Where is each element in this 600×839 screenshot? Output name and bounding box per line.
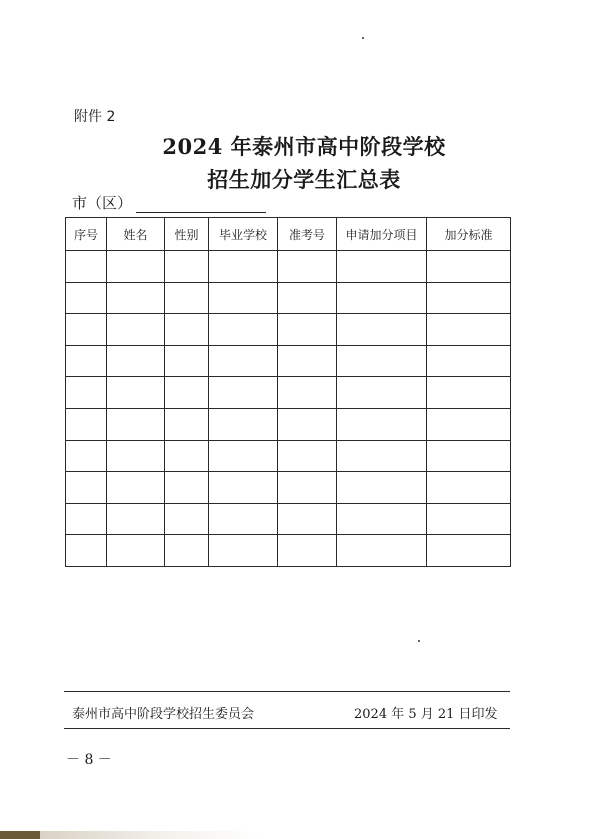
footer-date: 2024 年 5 月 21 日印发 <box>354 707 498 722</box>
table-cell <box>165 472 209 504</box>
table-row <box>66 408 511 440</box>
table-cell <box>278 503 337 535</box>
city-district-blank <box>136 194 266 213</box>
table-cell <box>278 345 337 377</box>
table-cell <box>165 408 209 440</box>
table-cell <box>427 408 511 440</box>
table-cell <box>107 345 165 377</box>
header-cell-bonus-standard: 加分标准 <box>427 218 511 251</box>
table-cell <box>165 314 209 346</box>
footer-issuer: 泰州市高中阶段学校招生委员会 <box>72 707 255 722</box>
table-body <box>66 251 511 567</box>
table-row <box>66 251 511 283</box>
table-cell <box>337 377 427 409</box>
table-cell <box>209 408 278 440</box>
table-cell <box>165 503 209 535</box>
table-cell <box>107 251 165 283</box>
table-cell <box>107 440 165 472</box>
table-row <box>66 345 511 377</box>
table-cell <box>66 472 107 504</box>
footer-top-rule <box>64 691 510 692</box>
table-cell <box>427 440 511 472</box>
table-cell <box>337 345 427 377</box>
table-cell <box>427 503 511 535</box>
table-cell <box>278 440 337 472</box>
table-row <box>66 377 511 409</box>
table-row <box>66 314 511 346</box>
table-cell <box>209 251 278 283</box>
table-cell <box>107 314 165 346</box>
table-cell <box>337 535 427 567</box>
table-cell <box>278 377 337 409</box>
table-cell <box>337 503 427 535</box>
table-cell <box>337 472 427 504</box>
table-cell <box>66 503 107 535</box>
header-cell-school: 毕业学校 <box>209 218 278 251</box>
header-cell-exam-no: 准考号 <box>278 218 337 251</box>
table-cell <box>209 314 278 346</box>
document-title-line-2: 招生加分学生汇总表 <box>207 167 401 192</box>
table-cell <box>107 472 165 504</box>
table-cell <box>209 503 278 535</box>
table-cell <box>427 377 511 409</box>
table-cell <box>209 377 278 409</box>
page-number: － 8 － <box>66 752 112 768</box>
table-cell <box>165 345 209 377</box>
table-cell <box>66 535 107 567</box>
table-cell <box>278 282 337 314</box>
table-cell <box>66 440 107 472</box>
scan-edge <box>0 831 600 839</box>
table-cell <box>337 440 427 472</box>
table-cell <box>209 440 278 472</box>
table-cell <box>337 408 427 440</box>
table-cell <box>165 440 209 472</box>
table-cell <box>66 251 107 283</box>
table-cell <box>337 314 427 346</box>
city-district-label: 市（区） <box>72 194 133 212</box>
document-title-line-1: 2024 年泰州市高中阶段学校 <box>162 134 446 159</box>
table-cell <box>427 345 511 377</box>
header-cell-gender: 性别 <box>165 218 209 251</box>
table-cell <box>337 251 427 283</box>
table-row <box>66 472 511 504</box>
table-row <box>66 440 511 472</box>
table-cell <box>165 282 209 314</box>
table-cell <box>427 314 511 346</box>
scan-speck <box>418 640 420 642</box>
table-cell <box>209 345 278 377</box>
table-cell <box>107 377 165 409</box>
table-cell <box>66 408 107 440</box>
header-cell-bonus-item: 申请加分项目 <box>337 218 427 251</box>
table-cell <box>209 282 278 314</box>
table-cell <box>278 408 337 440</box>
table-cell <box>278 472 337 504</box>
table-cell <box>66 377 107 409</box>
table-cell <box>107 408 165 440</box>
table-row <box>66 282 511 314</box>
table-cell <box>278 535 337 567</box>
table-row <box>66 535 511 567</box>
table-cell <box>209 535 278 567</box>
table-header-row <box>66 218 511 251</box>
table-cell <box>165 251 209 283</box>
table-cell <box>337 282 427 314</box>
table-cell <box>209 472 278 504</box>
table-cell <box>165 535 209 567</box>
table-cell <box>107 503 165 535</box>
attachment-label: 附件 2 <box>74 109 116 125</box>
table-cell <box>165 377 209 409</box>
city-district-field <box>72 192 266 213</box>
table-cell <box>427 472 511 504</box>
table-cell <box>278 251 337 283</box>
header-cell-name: 姓名 <box>107 218 165 251</box>
table-cell <box>66 314 107 346</box>
table-cell <box>278 314 337 346</box>
table-cell <box>66 345 107 377</box>
table-cell <box>427 535 511 567</box>
summary-table <box>65 217 511 567</box>
table-cell <box>107 535 165 567</box>
table-cell <box>427 282 511 314</box>
footer-bottom-rule <box>64 728 510 729</box>
table-cell <box>66 282 107 314</box>
scan-speck <box>362 37 364 39</box>
table-row <box>66 503 511 535</box>
table-cell <box>427 251 511 283</box>
table-cell <box>107 282 165 314</box>
header-cell-seq: 序号 <box>66 218 107 251</box>
